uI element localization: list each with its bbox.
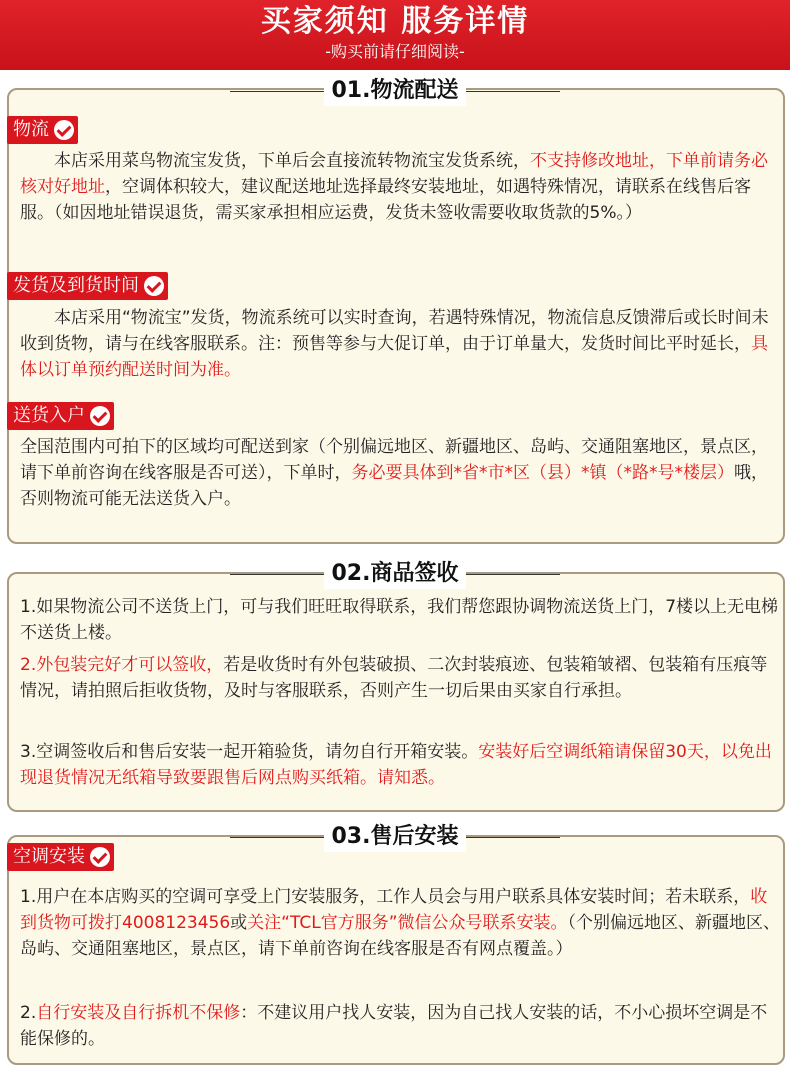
tag-home-delivery: 送货入户: [7, 402, 114, 430]
page-subtitle: -购买前请仔细阅读-: [325, 42, 465, 61]
section-title-receipt: 02.商品签收: [0, 559, 790, 589]
shipping-text: 本店采用“物流宝”发货，物流系统可以实时查询，若遇特殊情况，物流信息反馈滞后或长时间未收到货物，请与在线客服联系。注：预售等参与大促订单，由于订单量大，发货时间比平时延长，具体以订单预约配送时间为准。: [20, 308, 769, 380]
section-title-install: 03.售后安装: [0, 822, 790, 852]
install-item-2: 2.自行安装及自行拆机不保修：不建议用户找人安装，因为自己找人安装的话，不小心损坏空调是不能保修的。: [20, 1003, 768, 1049]
tag-ac-install: 空调安装: [7, 843, 114, 871]
check-icon: [144, 276, 164, 296]
logistics-text: 本店采用菜鸟物流宝发货，下单后会直接流转物流宝发货系统，不支持修改地址，下单前请务必核对好地址，空调体积较大，建议配送地址选择最终安装地址，如遇特殊情况，请联系在线售后客服。（如因地址错误退货，需买家承担相应运费，发货未签收需要收取货款的5%。）: [20, 151, 768, 223]
tag-logistics: 物流: [7, 116, 78, 144]
check-icon: [90, 847, 110, 867]
check-icon: [54, 120, 74, 140]
header-banner: [0, 0, 790, 70]
delivery-text: 全国范围内可拍下的区域均可配送到家（个别偏远地区、新疆地区、岛屿、交通阻塞地区，景点区，请下单前咨询在线客服是否可送），下单时，务必要具体到*省*市*区（县）*镇（*路*号*楼层）哦，否则物流可能无法送货入户。: [20, 437, 768, 509]
page-title: 买家须知 服务详情: [260, 4, 530, 39]
tag-shipping-time: 发货及到货时间: [7, 272, 168, 300]
section-title-logistics: 01.物流配送: [0, 76, 790, 106]
check-icon: [90, 406, 110, 426]
install-item-1: 1.用户在本店购买的空调可享受上门安装服务，工作人员会与用户联系具体安装时间；若未联系，收到货物可拨打4008123456或关注“TCL官方服务”微信公众号联系安装。（个别偏远地区、新疆地区、岛屿、交通阻塞地区，景点区，请下单前咨询在线客服是否有网点覆盖。）: [20, 887, 781, 959]
receipt-item-1: 1.如果物流公司不送货上门，可与我们旺旺取得联系，我们帮您跟协调物流送货上门，7楼以上无电梯不送货上楼。: [20, 597, 779, 643]
receipt-item-2: 2.外包装完好才可以签收，若是收货时有外包装破损、二次封装痕迹、包装箱皱褶、包装箱有压痕等情况，请拍照后拒收货物，及时与客服联系，否则产生一切后果由买家自行承担。: [20, 655, 768, 701]
receipt-item-3: 3.空调签收后和售后安装一起开箱验货，请勿自行开箱安装。安装好后空调纸箱请保留30天，以免出现退货情况无纸箱导致要跟售后网点购买纸箱。请知悉。: [20, 742, 772, 788]
